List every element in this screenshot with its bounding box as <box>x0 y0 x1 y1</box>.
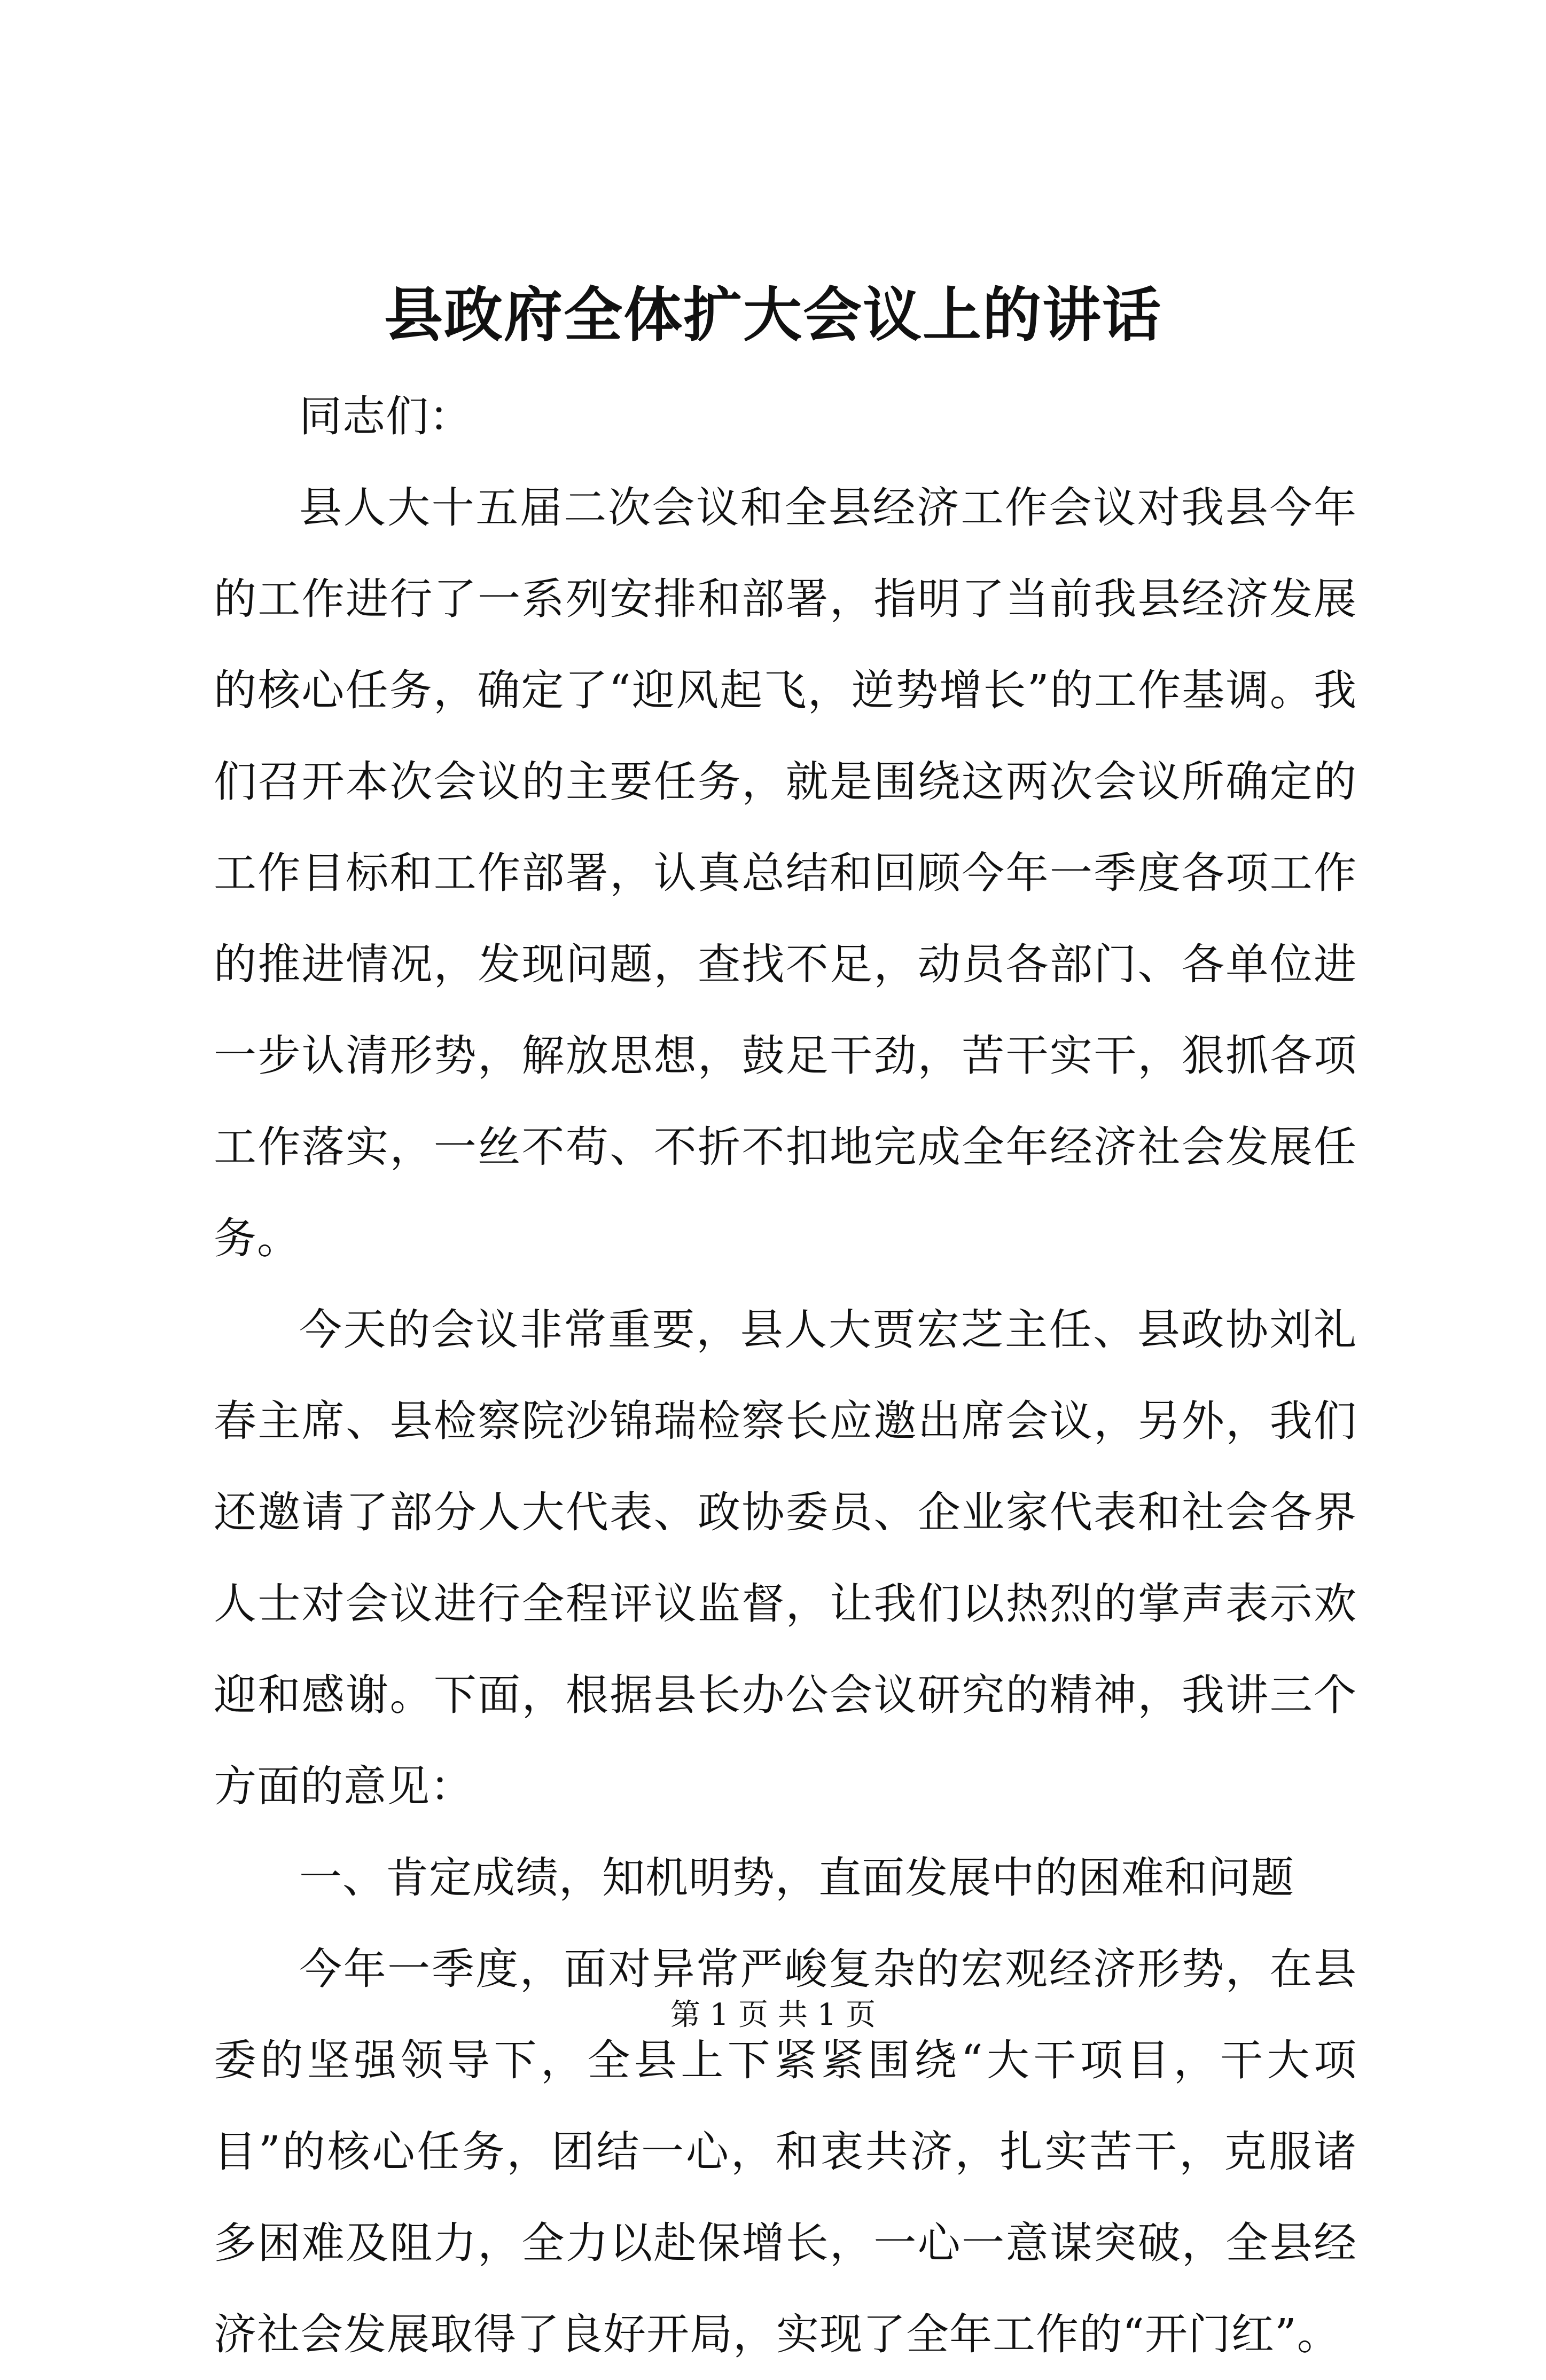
page-footer: 第 1 页 共 1 页 <box>670 1998 876 2032</box>
section-heading-1: 一、肯定成绩，知机明势，直面发展中的困难和问题 <box>299 1853 1294 1903</box>
body-paragraph-3: 今年一季度，面对异常严峻复杂的宏观经济形势，在县委的坚强领导下，全县上下紧紧围绕“大干项目，干大项目”的核心任务，团结一心，和衷共济，扎实苦干，克服诸多困难及阻力，全力以赴保增长，一心一意谋突破，全县经济社会发展取得了良好开局，实现了全年工作的“开门红”。 <box>214 1944 1357 2359</box>
document-body <box>214 371 1357 2380</box>
salutation-paragraph: 同志们： <box>299 392 472 441</box>
document-title: 县政府全体扩大会议上的讲话 <box>384 280 1162 349</box>
body-paragraph-1: 县人大十五届二次会议和全县经济工作会议对我县今年的工作进行了一系列安排和部署，指明了当前我县经济发展的核心任务，确定了“迎风起飞，逆势增长”的工作基调。我们召开本次会议的主要任务，就是围绕这两次会议所确定的工作目标和工作部署，认真总结和回顾今年一季度各项工作的推进情况，发现问题，查找不足，动员各部门、各单位进一步认清形势，解放思想，鼓足干劲，苦干实干，狠抓各项工作落实，一丝不苟、不折不扣地完成全年经济社会发展任务。 <box>214 483 1357 1263</box>
body-paragraph-2: 今天的会议非常重要，县人大贾宏芝主任、县政协刘礼春主席、县检察院沙锦瑞检察长应邀出席会议，另外，我们还邀请了部分人大代表、政协委员、企业家代表和社会各界人士对会议进行全程评议监督，让我们以热烈的掌声表示欢迎和感谢。下面，根据县长办公会议研究的精神，我讲三个方面的意见： <box>214 1305 1357 1811</box>
